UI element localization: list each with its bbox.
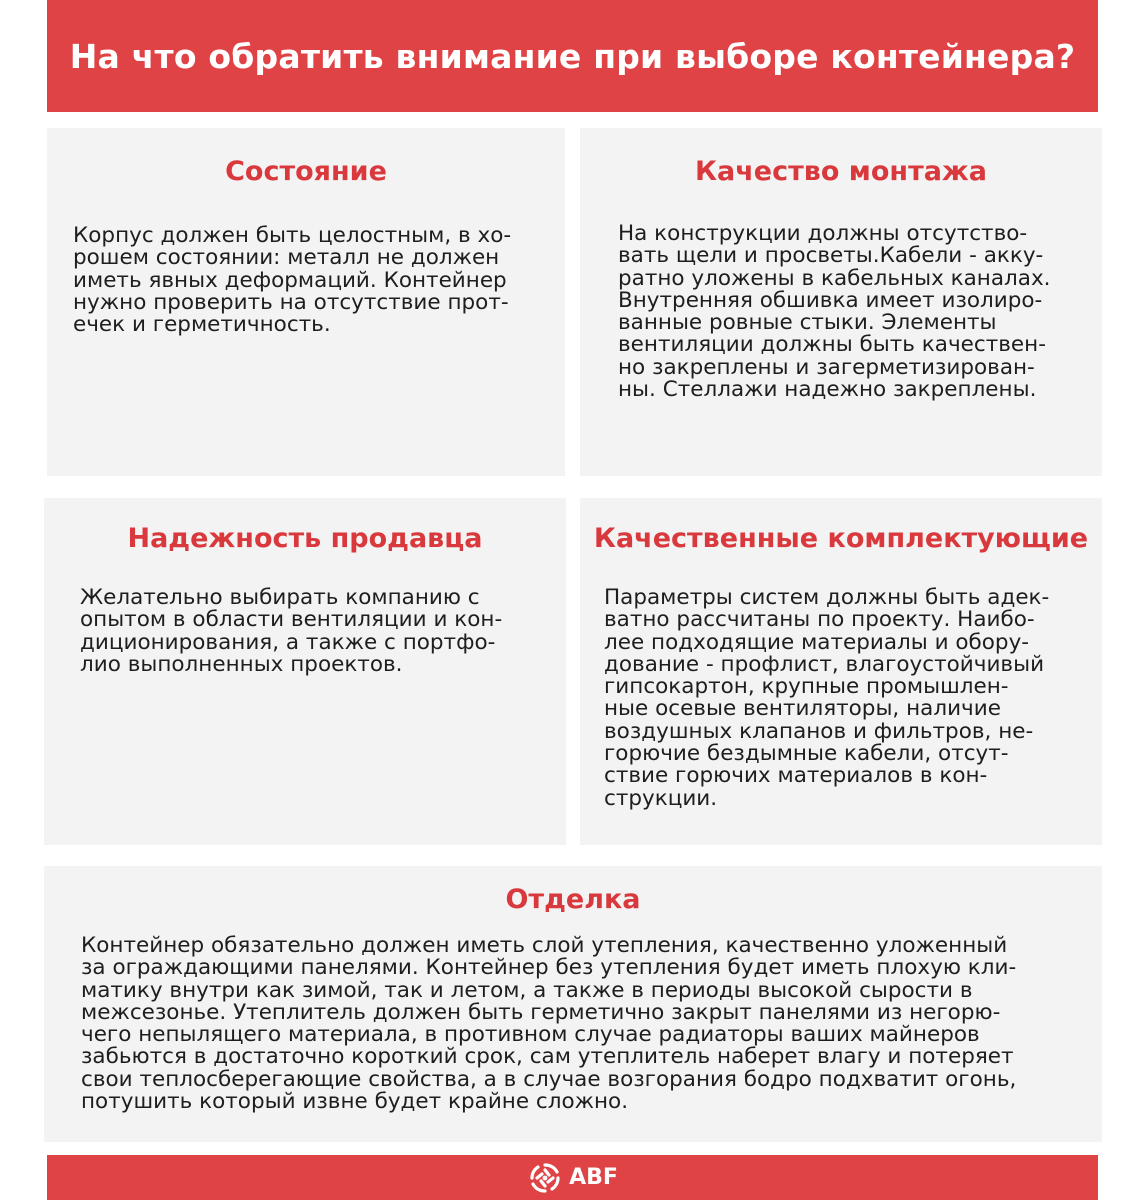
abf-logo-icon: [527, 1160, 563, 1196]
card-title: Отделка: [505, 884, 641, 915]
brand-name: ABF: [569, 1165, 618, 1190]
card-installation-quality: [580, 128, 1102, 476]
card-title: Состояние: [225, 156, 387, 187]
card-text: Желательно выбирать компанию с опытом в области вентиляции и кон- диционирования, а также с портфо- лио выполненных проектов.: [80, 585, 503, 677]
card-finishing: [44, 866, 1102, 1142]
header-banner: [47, 0, 1098, 112]
card-seller-reliability: [44, 498, 566, 845]
card-text: Контейнер обязательно должен иметь слой утепления, качественно уложенный за ограждающими панелями. Контейнер без утепления будет иметь плохую кли- матику внутри как зимой, так и летом, а также в периоды высокой сырости в межсезонье. Утеплитель должен быть герметично закрыт панелями из негорю- чего непылящего материала, в противном случае радиаторы ваших майнеров забьются в достаточно короткий срок, сам утеплитель наберет влагу и потеряет свои теплосберегающие свойства, а в случае возгорания бодро подхватит огонь, потушить который извне будет крайне сложно.: [81, 933, 1017, 1115]
card-title: Качество монтажа: [694, 156, 988, 187]
footer-banner: [47, 1155, 1098, 1200]
card-title: Надежность продавца: [127, 523, 483, 554]
card-quality-components: [580, 498, 1102, 845]
card-condition: [47, 128, 565, 476]
card-text: На конструкции должны отсутство- вать щели и просветы.Кабели - акку- ратно уложены в кабельных каналах. Внутренняя обшивка имеет изолиро- ванные ровные стыки. Элементы вентиляции должны быть качествен- но закреплены и загерметизирован- ны. Стеллажи надежно закреплены.: [618, 221, 1051, 403]
page-title: На что обратить внимание при выборе контейнера?: [69, 36, 1076, 76]
card-title: Качественные комплектующие: [593, 523, 1089, 554]
card-text: Корпус должен быть целостным, в хо- рошем состоянии: металл не должен иметь явных деформаций. Контейнер нужно проверить на отсутствие прот- ечек и герметичность.: [73, 223, 512, 338]
card-text: Параметры систем должны быть адек- ватно рассчитаны по проекту. Наибо- лее подходящие материалы и обору- дование - профлист, влагоустойчивый гипсокартон, крупные промышлен- ные осевые вентиляторы, наличие воздушных клапанов и фильтров, не- горючие бездымные кабели, отсут- ствие горючих материалов в кон- струкции.: [604, 585, 1050, 811]
